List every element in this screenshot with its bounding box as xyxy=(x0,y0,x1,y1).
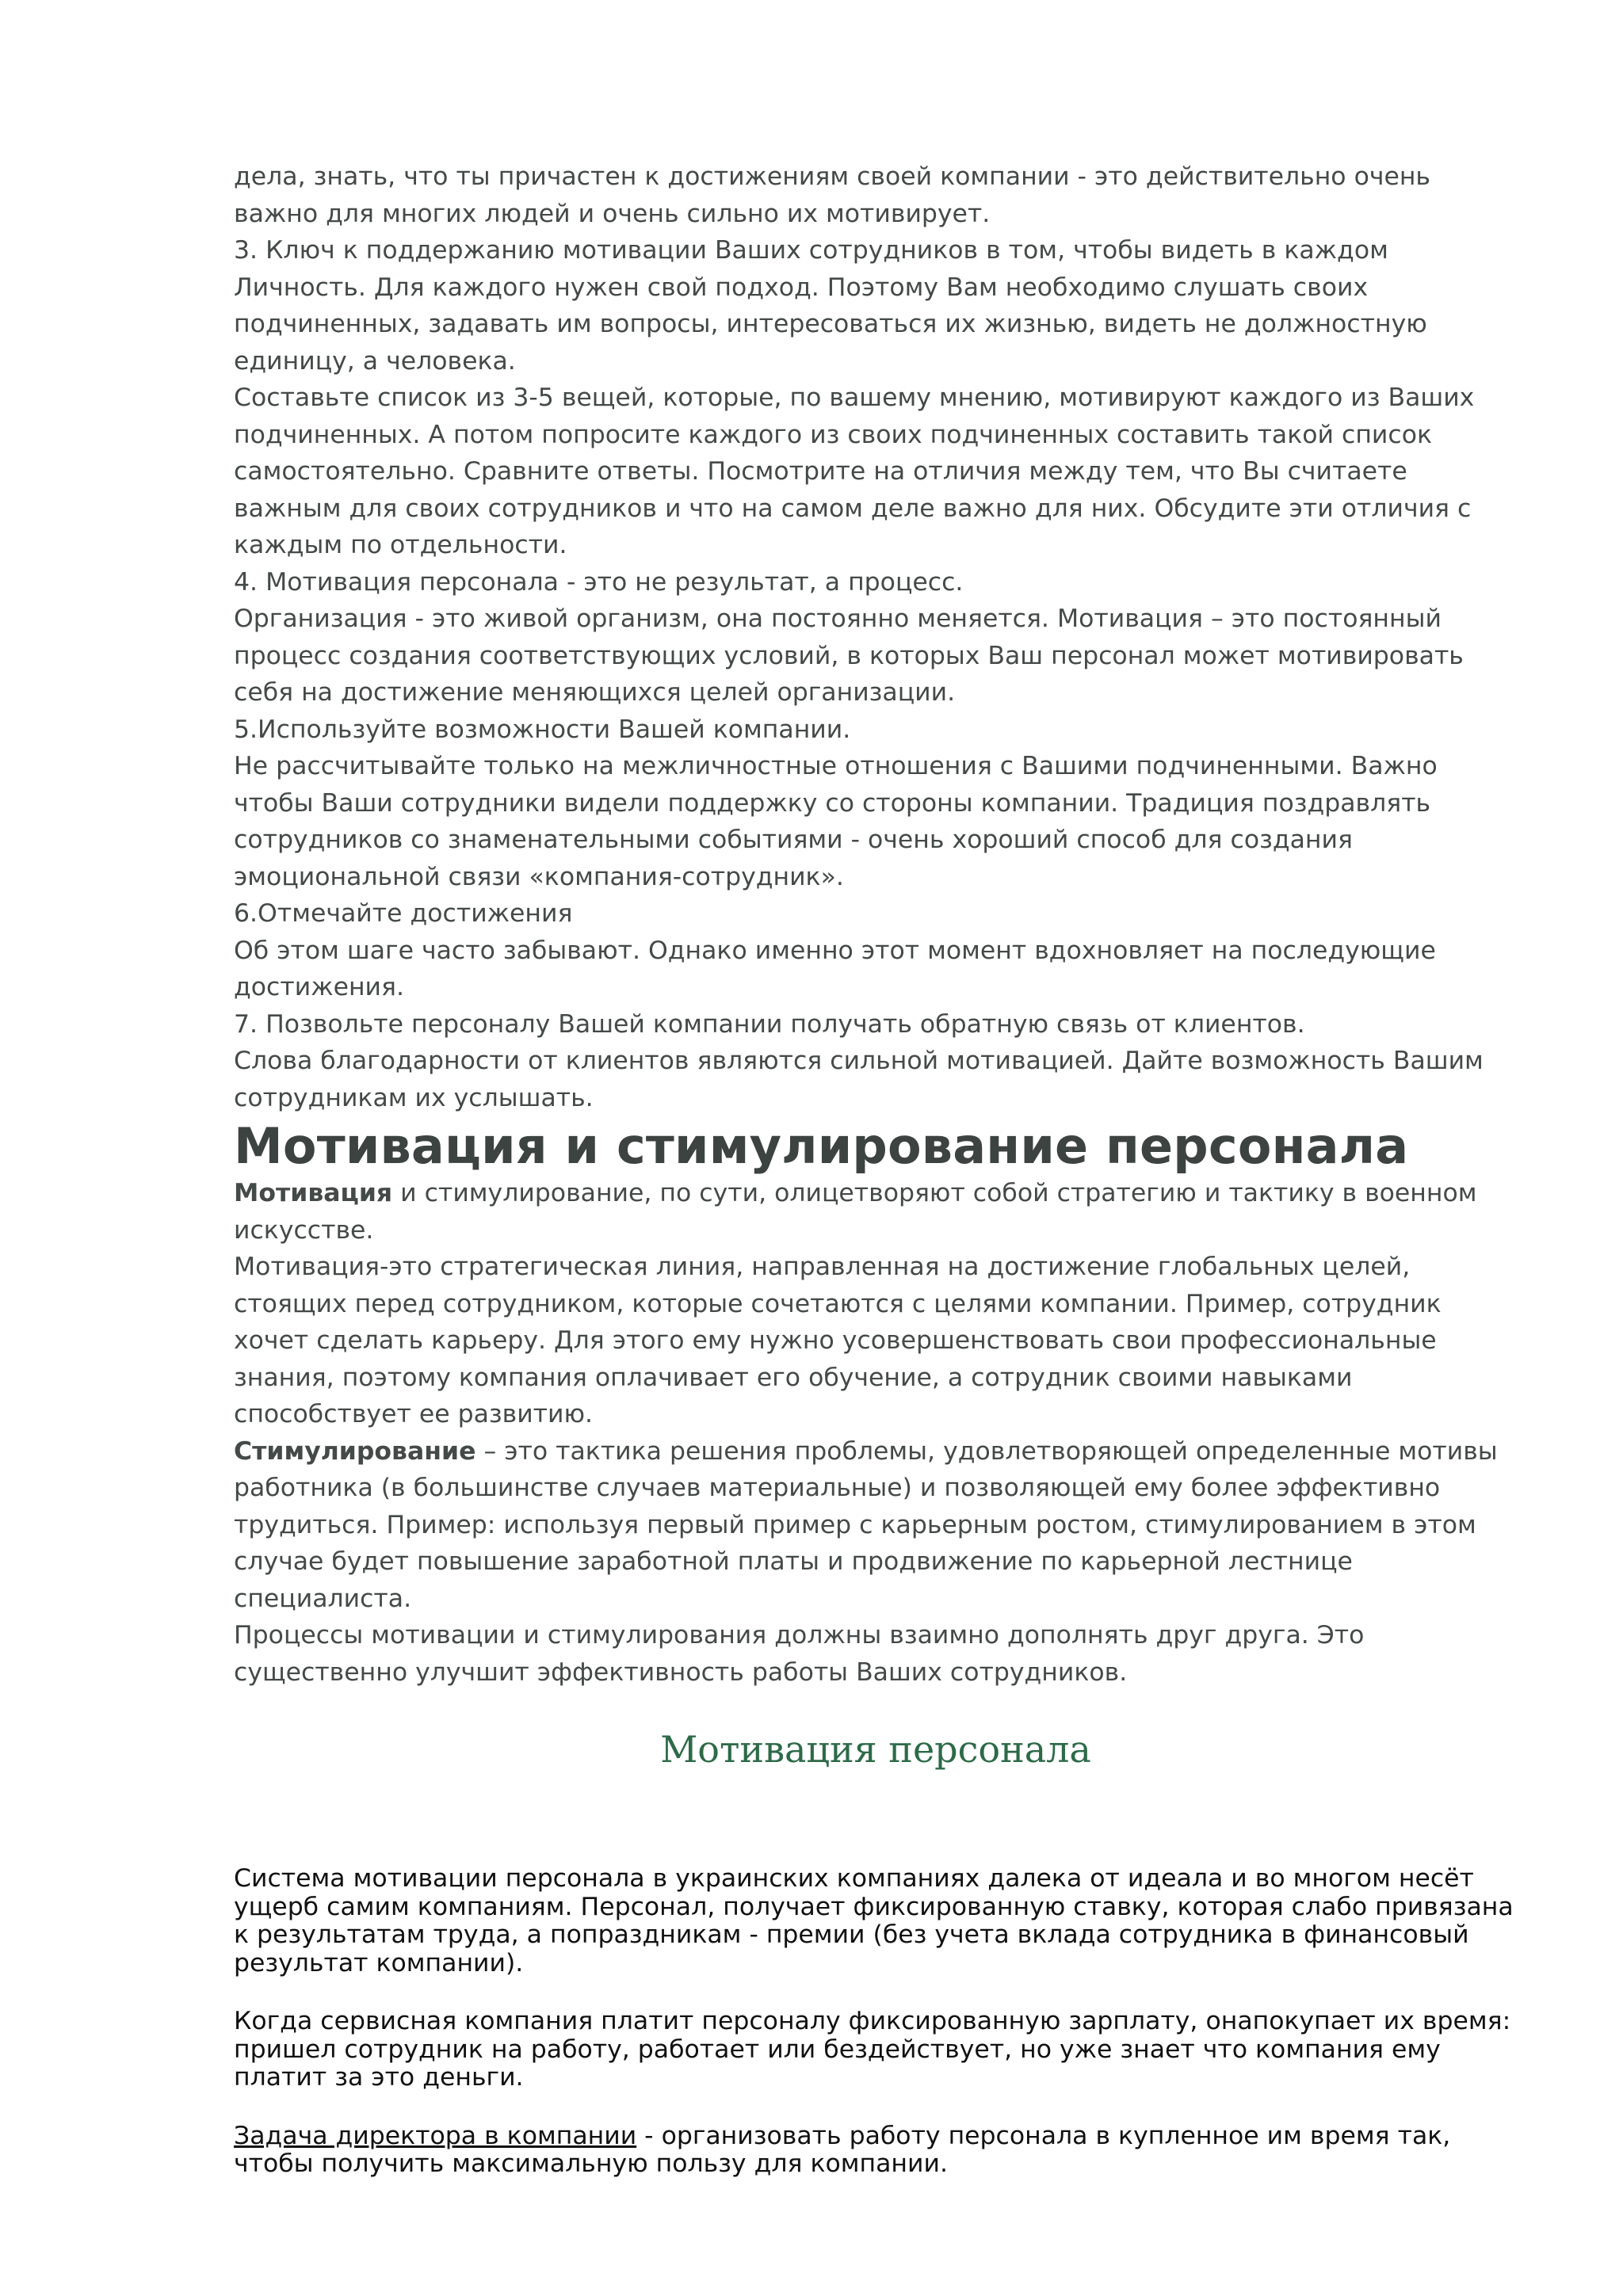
section2-text xyxy=(234,1865,1518,2179)
intro-text xyxy=(234,158,1518,1116)
section-heading-personnel-motivation: Мотивация персонала xyxy=(660,1728,1091,1771)
intro-paragraph: 3. Ключ к поддержанию мотивации Ваших сотрудников в том, чтобы видеть в каждом Личность. Для каждого нужен свой подход. Поэтому Вам необходимо слушать своих подчиненных, задавать им вопросы, интересоваться их жизнью, видеть не должностную единицу, а человека. xyxy=(234,236,1427,376)
section-heading-motivation-stimulation: Мотивация и стимулирование персонала xyxy=(234,1117,1409,1175)
document-page xyxy=(234,158,1518,2179)
intro-paragraph: Составьте список из 3-5 вещей, которые, по вашему мнению, мотивируют каждого из Ваших подчиненных. А потом попросите каждого из своих подчиненных составить такой список самостоятельно. Сравните ответы. Посмотрите на отличия между тем, что Вы считаете важным для своих сотрудников и что на самом деле важно для них. Обсудите эти отличия с каждым по отдельности. xyxy=(234,383,1475,559)
intro-paragraph: 7. Позвольте персоналу Вашей компании получать обратную связь от клиентов. xyxy=(234,1009,1305,1039)
section1-text xyxy=(234,1175,1518,1691)
intro-paragraph: Не рассчитывайте только на межличностные отношения с Вашими подчиненными. Важно чтобы Ваши сотрудники видели поддержку со стороны компании. Традиция поздравлять сотрудников со знаменательными событиями - очень хороший способ для создания эмоциональной связи «компания-сотрудник». xyxy=(234,752,1438,891)
bold-term: Мотивация xyxy=(234,1179,393,1207)
intro-paragraph: 6.Отмечайте достижения xyxy=(234,899,573,928)
intro-paragraph: 4. Мотивация персонала - это не результат, а процесс. xyxy=(234,567,964,597)
section2-paragraph xyxy=(234,2122,1518,2179)
section1-paragraph xyxy=(234,1433,1518,1618)
intro-paragraph: Об этом шаге часто забывают. Однако именно этот момент вдохновляет на последующие достижения. xyxy=(234,936,1436,1001)
intro-paragraph: Слова благодарности от клиентов являются сильной мотивацией. Дайте возможность Вашим сотрудникам их услышать. xyxy=(234,1047,1484,1112)
section1-paragraph: Процессы мотивации и стимулирования должны взаимно дополнять друг друга. Это существенно улучшит эффективность работы Ваших сотрудников. xyxy=(234,1621,1365,1687)
paragraph-text: и стимулирование, по сути, олицетворяют собой стратегию и тактику в военном искусстве. xyxy=(234,1179,1477,1245)
section2-paragraph: Когда сервисная компания платит персоналу фиксированную зарплату, онапокупает их время: пришел сотрудник на работу, работает или бездействует, но уже знает что компания ему платит за это деньги. xyxy=(234,2007,1511,2092)
section1-paragraph xyxy=(234,1175,1518,1249)
intro-paragraph: 5.Используйте возможности Вашей компании. xyxy=(234,715,851,744)
paragraph-text: – это тактика решения проблемы, удовлетворяющей определенные мотивы работника (в большинстве случаев материальные) и позволяющей ему более эффективно трудиться. Пример: используя первый пример с карьерным ростом, стимулированием в этом случае будет повышение заработной платы и продвижение по карьерной лестнице специалиста. xyxy=(234,1436,1498,1613)
paragraph-text: - организовать работу персонала в купленное им время так, чтобы получить максимальную пользу для компании. xyxy=(234,2121,1451,2178)
section1-paragraph: Мотивация-это стратегическая линия, направленная на достижение глобальных целей, стоящих перед сотрудником, которые сочетаются с целями компании. Пример, сотрудник хочет сделать карьеру. Для этого ему нужно усовершенствовать свои профессиональные знания, поэтому компания оплачивает его обучение, а сотрудник своими навыками способствует ее развитию. xyxy=(234,1253,1442,1428)
intro-paragraph: дела, знать, что ты причастен к достижениям своей компании - это действительно очень важно для многих людей и очень сильно их мотивирует. xyxy=(234,162,1431,228)
underlined-link-text[interactable]: Задача директора в компании xyxy=(234,2121,637,2150)
intro-paragraph: Организация - это живой организм, она постоянно меняется. Мотивация – это постоянный процесс создания соответствующих условий, в которых Ваш персонал может мотивировать себя на достижение меняющихся целей организации. xyxy=(234,605,1464,707)
section2-paragraph: Система мотивации персонала в украинских компаниях далека от идеала и во многом несёт ущерб самим компаниям. Персонал, получает фиксированную ставку, которая слабо привязана к результатам труда, а попраздникам - премии (без учета вклада сотрудника в финансовый результат компании). xyxy=(234,1864,1514,1978)
bold-term: Стимулирование xyxy=(234,1436,476,1466)
